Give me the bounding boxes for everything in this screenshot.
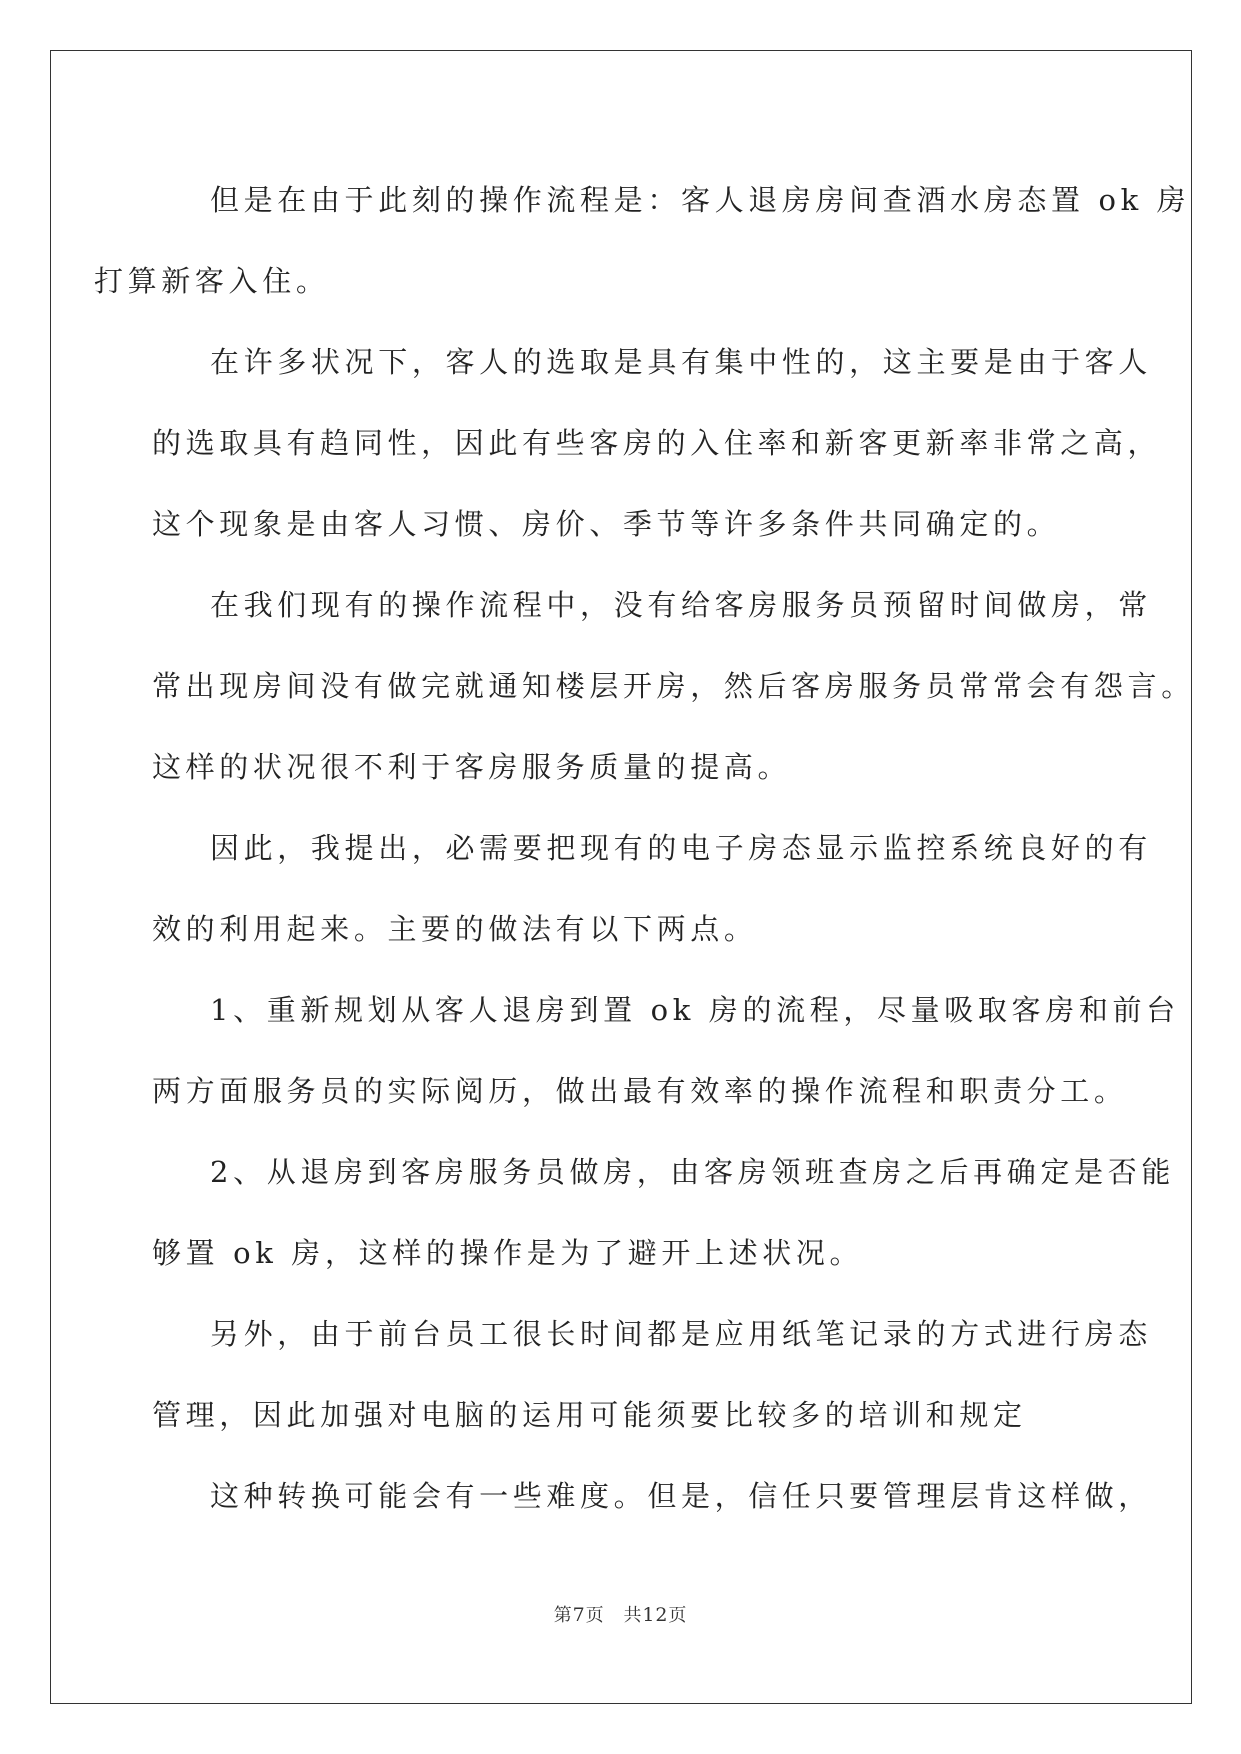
- paragraph: [152, 1294, 1152, 1456]
- footer-suffix: 页: [668, 1605, 688, 1626]
- text-line: 的选取具有趋同性，因此有些客房的入住率和新客更新率非常之高，: [152, 426, 1162, 460]
- document-body: [94, 160, 1195, 1537]
- text-line: 在许多状况下，客人的选取是具有集中性的，这主要是由于客人: [210, 345, 1152, 379]
- text-line: 打算新客入住。: [94, 264, 330, 298]
- footer-prefix: 第: [553, 1605, 573, 1626]
- text-line: 但是在由于此刻的操作流程是：客人退房房间查酒水房态置 ok 房: [210, 183, 1191, 217]
- text-line: 这样的状况很不利于客房服务质量的提高。: [152, 750, 792, 784]
- footer-mid: 页 共: [585, 1605, 643, 1626]
- paragraph: [152, 565, 1195, 808]
- text-line: 因此，我提出，必需要把现有的电子房态显示监控系统良好的有: [210, 831, 1152, 865]
- text-line: 在我们现有的操作流程中，没有给客房服务员预留时间做房，常: [210, 588, 1152, 622]
- footer-total-pages: 12: [642, 1604, 669, 1626]
- paragraph: [152, 808, 1152, 970]
- text-line: 效的利用起来。主要的做法有以下两点。: [152, 912, 758, 946]
- paragraph: [152, 322, 1162, 565]
- text-line: 两方面服务员的实际阅历，做出最有效率的操作流程和职责分工。: [152, 1074, 1128, 1108]
- paragraph: [152, 970, 1180, 1132]
- footer-page-number: 7: [572, 1604, 586, 1626]
- paragraph: [152, 1456, 1152, 1537]
- page-footer: [0, 1601, 1241, 1627]
- paragraph: [94, 160, 1191, 322]
- text-line: 1、重新规划从客人退房到置 ok 房的流程，尽量吸取客房和前台: [210, 993, 1180, 1027]
- text-line: 够置 ok 房，这样的操作是为了避开上述状况。: [152, 1236, 864, 1270]
- text-line: 常出现房间没有做完就通知楼层开房，然后客房服务员常常会有怨言。: [152, 669, 1195, 703]
- text-line: 2、从退房到客房服务员做房，由客房领班查房之后再确定是否能: [210, 1155, 1176, 1189]
- text-line: 管理，因此加强对电脑的运用可能须要比较多的培训和规定: [152, 1398, 1027, 1432]
- text-line: 另外，由于前台员工很长时间都是应用纸笔记录的方式进行房态: [210, 1317, 1152, 1351]
- text-line: 这种转换可能会有一些难度。但是，信任只要管理层肯这样做，: [210, 1479, 1152, 1513]
- paragraph: [152, 1132, 1176, 1294]
- text-line: 这个现象是由客人习惯、房价、季节等许多条件共同确定的。: [152, 507, 1061, 541]
